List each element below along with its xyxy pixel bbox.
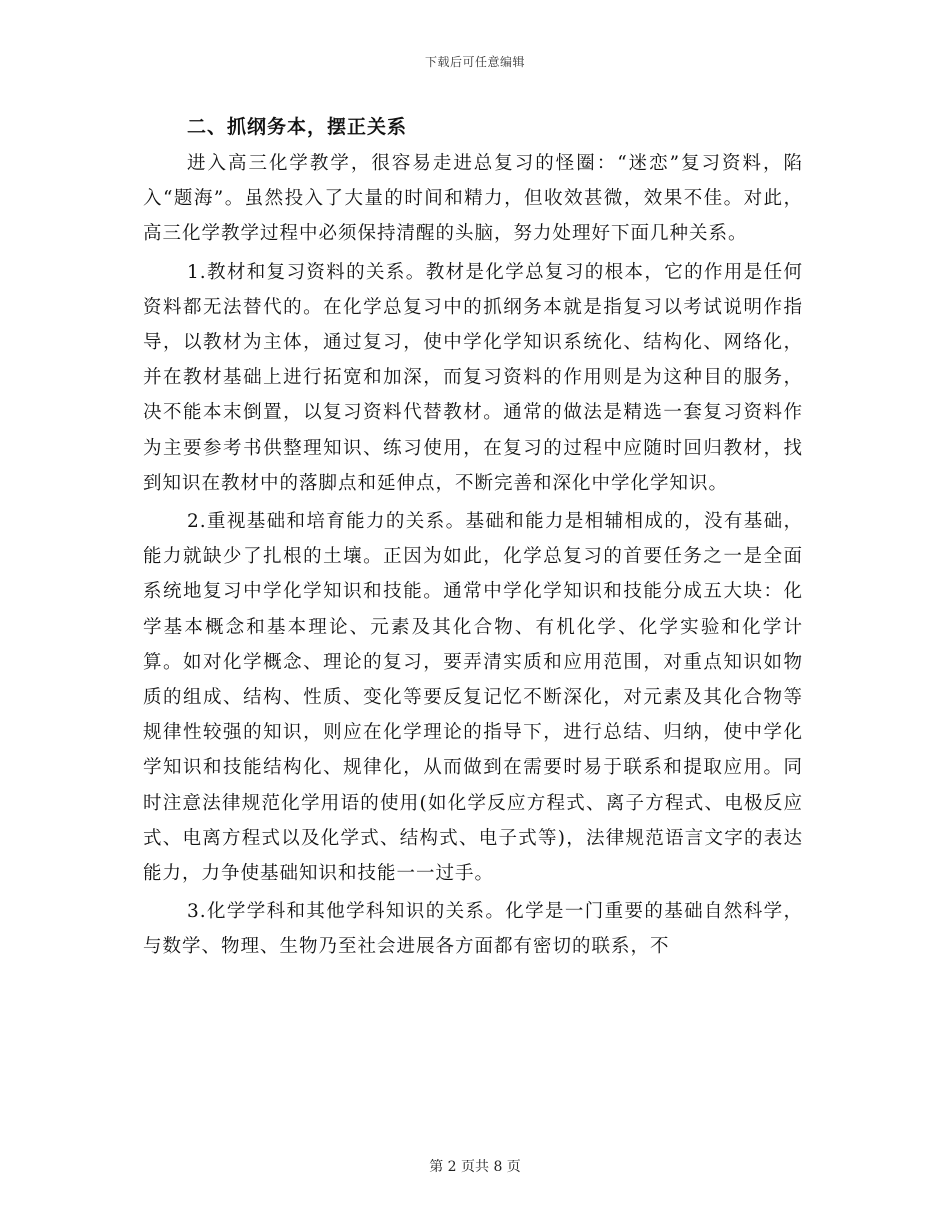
page-number: 第 2 页共 8 页 [429, 1159, 521, 1175]
paragraph-textbook-relation: 1.教材和复习资料的关系。教材是化学总复习的根本，它的作用是任何资料都无法替代的。在化学总复习中的抓纲务本就是指复习以考试说明作指导，以教材为主体，通过复习，使中学化学知识系统化、结构化、网络化，并在教材基础上进行拓宽和加深，而复习资料的作用则是为这种目的服务，决不能本末倒置，以复习资料代替教材。通常的做法是精选一套复习资料作为主要参考书供整理知识、练习使用，在复习的过程中应随时回归教材，找到知识在教材中的落脚点和延伸点，不断完善和深化中学化学知识。 [143, 261, 803, 494]
paragraph-foundation-ability: 2.重视基础和培育能力的关系。基础和能力是相辅相成的，没有基础，能力就缺少了扎根的土壤。正因为如此，化学总复习的首要任务之一是全面系统地复习中学化学知识和技能。通常中学化学知识和技能分成五大块：化学基本概念和基本理论、元素及其化合物、有机化学、化学实验和化学计算。如对化学概念、理论的复习，要弄清实质和应用范围，对重点知识如物质的组成、结构、性质、变化等要反复记忆不断深化，对元素及其化合物等规律性较强的知识，则应在化学理论的指导下，进行总结、归纳，使中学化学知识和技能结构化、规律化，从而做到在需要时易于联系和提取应用。同时注意法律规范化学用语的使用(如化学反应方程式、离子方程式、电极反应式、电离方程式以及化学式、结构式、电子式等)，法律规范语言文字的表达能力，力争使基础知识和技能一一过手。 [143, 511, 803, 885]
section-heading: 二、抓纲务本，摆正关系 [187, 116, 408, 138]
document-body [143, 112, 803, 968]
paragraph-intro: 进入高三化学教学，很容易走进总复习的怪圈：“迷恋”复习资料，陷入“题海”。虽然投入了大量的时间和精力，但收效甚微，效果不佳。对此，高三化学教学过程中必须保持清醒的头脑，努力处理好下面几种关系。 [143, 153, 803, 245]
page-header-note: 下载后可任意编辑 [424, 55, 525, 69]
paragraph-interdisciplinary: 3.化学学科和其他学科知识的关系。化学是一门重要的基础自然科学，与数学、物理、生物乃至社会进展各方面都有密切的联系，不 [143, 901, 803, 958]
